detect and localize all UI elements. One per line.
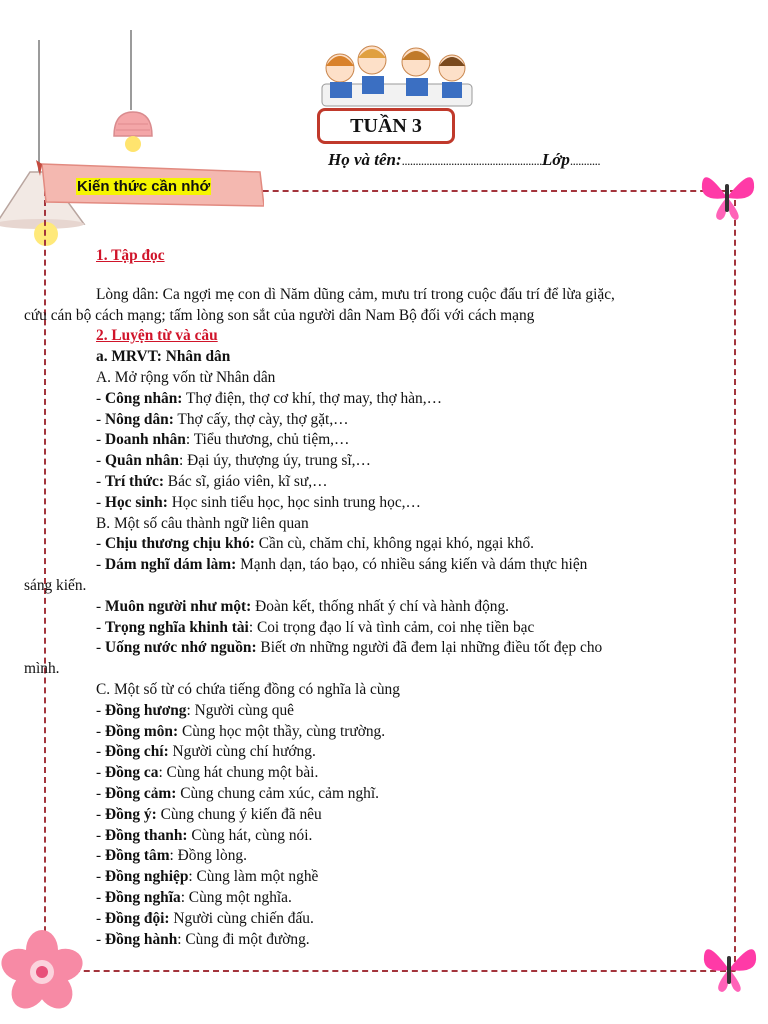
list-item: - Đồng thanh: Cùng hát, cùng nói.: [96, 826, 313, 844]
list-item: - Học sinh: Học sinh tiểu học, học sinh trung học,…: [96, 493, 421, 511]
part-b-title: B. Một số câu thành ngữ liên quan: [96, 514, 309, 532]
list-item: - Doanh nhân: Tiểu thương, chủ tiệm,…: [96, 431, 350, 449]
list-item: - Trí thức: Bác sĩ, giáo viên, kĩ sư,…: [96, 472, 328, 490]
idiom-item: - Trọng nghĩa khinh tài: Coi trọng đạo lí và tình cảm, coi nhẹ tiền bạc: [96, 618, 535, 636]
flower-icon: [0, 930, 86, 1016]
idiom-item: - Uống nước nhớ nguồn: Biết ơn những người đã đem lại những điều tốt đẹp cho: [96, 639, 603, 657]
list-item: - Công nhân: Thợ điện, thợ cơ khí, thợ may, thợ hàn,…: [96, 389, 442, 407]
list-item: - Đồng chí: Người cùng chí hướng.: [96, 743, 316, 761]
list-item: - Đồng cảm: Cùng chung cảm xúc, cảm nghĩ.: [96, 784, 379, 802]
list-item: - Đồng ca: Cùng hát chung một bài.: [96, 764, 319, 782]
part-a-list: [96, 389, 678, 514]
part-c-list: [96, 701, 678, 951]
list-item: - Đồng nghiệp: Cùng làm một nghề: [96, 868, 319, 886]
section-heading-luyen-tu: 2. Luyện từ và câu: [96, 327, 218, 345]
class-label: Lớp: [541, 150, 570, 169]
part-a-title: A. Mở rộng vốn từ Nhân dân: [96, 368, 276, 386]
list-item: - Đồng tâm: Đồng lòng.: [96, 847, 247, 865]
idiom-item-continued: mình.: [24, 660, 60, 678]
kids-reading-illustration: [316, 38, 476, 110]
list-item: - Đồng hương: Người cùng quê: [96, 701, 295, 719]
name-field: ...................................................: [401, 153, 542, 168]
list-item: - Nông dân: Thợ cấy, thợ cày, thợ gặt,…: [96, 410, 349, 428]
banner-label: Kiến thức cần nhớ: [77, 178, 211, 195]
paragraph-line: cứu cán bộ cách mạng; tấm lòng son sắt của người dân Nam Bộ đối với cách mạng: [24, 306, 535, 324]
list-item: - Đồng ý: Cùng chung ý kiến đã nêu: [96, 805, 322, 823]
list-item: - Quân nhân: Đại úy, thượng úy, trung sĩ,…: [96, 452, 371, 470]
section-heading-tap-doc: 1. Tập đọc: [96, 247, 165, 264]
list-item: - Đồng môn: Cùng học một thầy, cùng trường.: [96, 722, 386, 740]
part-c-title: C. Một số từ có chứa tiếng đồng có nghĩa là cùng: [96, 680, 400, 698]
subheading: a. MRVT: Nhân dân: [96, 348, 231, 366]
list-item: - Đồng đội: Người cùng chiến đấu.: [96, 909, 314, 927]
butterfly-icon-bottom: [700, 938, 758, 996]
name-label: Họ và tên:: [328, 150, 402, 169]
class-field: ...........: [569, 153, 601, 168]
list-item: - Đồng nghĩa: Cùng một nghĩa.: [96, 888, 292, 906]
idiom-item: - Chịu thương chịu khó: Cần cù, chăm chỉ, không ngại khó, ngại khổ.: [96, 535, 535, 553]
lesson-content: [24, 246, 678, 950]
idiom-item: - Muôn người như một: Đoàn kết, thống nhất ý chí và hành động.: [96, 597, 510, 615]
idiom-item-continued: sáng kiến.: [24, 576, 87, 594]
list-item: - Đồng hành: Cùng đi một đường.: [96, 930, 310, 948]
week-title: TUẦN 3: [317, 108, 455, 144]
small-lamp-icon: [108, 106, 158, 156]
lamp-cord-small: [130, 30, 132, 110]
student-name-line: [328, 150, 600, 170]
paragraph-line: Lòng dân: Ca ngợi mẹ con dì Năm dũng cảm, mưu trí trong cuộc đấu trí để lừa giặc,: [96, 285, 615, 303]
butterfly-icon: [698, 166, 756, 224]
idiom-item: - Dám nghĩ dám làm: Mạnh dạn, táo bạo, có nhiều sáng kiến và dám thực hiện: [96, 556, 588, 574]
